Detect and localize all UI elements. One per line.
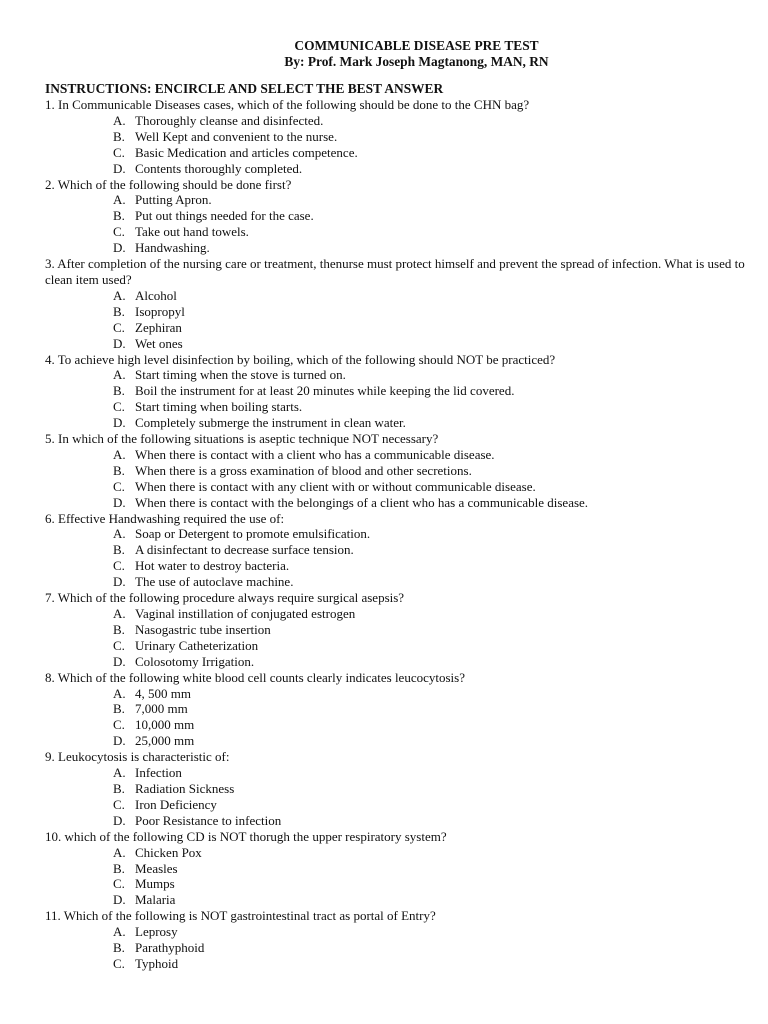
- answer-option: [45, 367, 748, 383]
- option-letter: B.: [113, 128, 125, 144]
- option-letter: D.: [113, 892, 126, 908]
- answer-option: [45, 224, 748, 240]
- option-letter: A.: [113, 526, 126, 542]
- answer-option: [45, 526, 748, 542]
- answer-option: [45, 861, 748, 877]
- option-letter: A.: [113, 606, 126, 621]
- answer-option: [45, 558, 748, 574]
- answer-options: [45, 288, 748, 352]
- option-letter: B.: [113, 208, 125, 224]
- answer-options: [45, 447, 748, 511]
- answer-option: [45, 765, 748, 781]
- answer-option: [45, 622, 748, 638]
- question-block: [45, 670, 748, 750]
- option-letter: C.: [113, 399, 125, 415]
- option-letter: C.: [113, 144, 125, 160]
- option-text: Put out things needed for the case.: [135, 208, 314, 224]
- question-text: 9. Leukocytosis is characteristic of:: [45, 749, 230, 765]
- answer-option: [45, 336, 748, 352]
- option-text: Colosotomy Irrigation.: [135, 653, 255, 669]
- answer-options: [45, 113, 748, 177]
- option-text: Poor Resistance to infection: [135, 812, 282, 828]
- option-text: Urinary Catheterization: [135, 637, 259, 653]
- answer-option: [45, 717, 748, 733]
- document-title: COMMUNICABLE DISEASE PRE TEST: [294, 38, 539, 53]
- option-text: 10,000 mm: [135, 717, 195, 733]
- option-text: Malaria: [135, 892, 176, 908]
- option-letter: D.: [113, 812, 126, 828]
- option-letter: B.: [113, 542, 125, 558]
- question-text: 2. Which of the following should be done first?: [45, 176, 292, 192]
- answer-option: [45, 208, 748, 224]
- question-text: 3. After completion of the nursing care or treatment, thenurse must protect himself and prevent the spread of infection. What is used to clean item used?: [45, 256, 745, 287]
- answer-option: [45, 145, 748, 161]
- question-text: 6. Effective Handwashing required the use of:: [45, 510, 285, 526]
- answer-options: [45, 845, 748, 909]
- question-text: 10. which of the following CD is NOT thorugh the upper respiratory system?: [45, 828, 447, 844]
- option-text: Well Kept and convenient to the nurse.: [135, 128, 338, 144]
- option-letter: C.: [113, 558, 125, 574]
- question-block: [45, 749, 748, 829]
- option-text: Putting Apron.: [135, 192, 212, 208]
- option-text: Isopropyl: [135, 303, 185, 319]
- option-text: Measles: [135, 860, 178, 876]
- answer-option: [45, 924, 748, 940]
- answer-option: [45, 733, 748, 749]
- option-text: Start timing when boiling starts.: [135, 399, 303, 415]
- option-letter: C.: [113, 796, 125, 812]
- option-letter: A.: [113, 112, 126, 128]
- question-text: 5. In which of the following situations is aseptic technique NOT necessary?: [45, 431, 439, 447]
- option-text: Iron Deficiency: [135, 796, 217, 812]
- option-letter: D.: [113, 653, 126, 669]
- option-letter: D.: [113, 415, 126, 431]
- document-author: By: Prof. Mark Joseph Magtanong, MAN, RN: [284, 54, 549, 69]
- option-letter: C.: [113, 319, 125, 335]
- option-text: Parathyphoid: [135, 940, 205, 956]
- answer-options: [45, 765, 748, 829]
- option-letter: B.: [113, 780, 125, 796]
- answer-option: [45, 304, 748, 320]
- option-letter: B.: [113, 860, 125, 876]
- answer-option: [45, 686, 748, 702]
- answer-options: [45, 367, 748, 431]
- option-text: When there is contact with a client who has a communicable disease.: [135, 446, 495, 462]
- question-block: [45, 829, 748, 909]
- option-letter: C.: [113, 955, 125, 971]
- option-text: 25,000 mm: [135, 733, 195, 749]
- question-text: 11. Which of the following is NOT gastrointestinal tract as portal of Entry?: [45, 908, 436, 924]
- option-letter: A.: [113, 685, 126, 701]
- option-text: Start timing when the stove is turned on.: [135, 367, 346, 383]
- answer-option: [45, 495, 748, 511]
- question-block: [45, 431, 748, 511]
- answer-options: [45, 192, 748, 256]
- option-letter: A.: [113, 765, 126, 781]
- answer-option: [45, 797, 748, 813]
- answer-option: [45, 161, 748, 177]
- question-block: [45, 590, 748, 670]
- answer-option: [45, 638, 748, 654]
- option-letter: B.: [113, 462, 125, 478]
- option-letter: B.: [113, 701, 125, 717]
- answer-option: [45, 415, 748, 431]
- option-text: Contents thoroughly completed.: [135, 160, 303, 176]
- option-letter: A.: [113, 924, 126, 940]
- option-text: Thoroughly cleanse and disinfected.: [135, 112, 324, 128]
- question-block: [45, 511, 748, 591]
- question-block: [45, 908, 748, 972]
- option-letter: D.: [113, 733, 126, 749]
- answer-option: [45, 113, 748, 129]
- option-letter: C.: [113, 478, 125, 494]
- answer-option: [45, 383, 748, 399]
- answer-option: [45, 463, 748, 479]
- option-letter: A.: [113, 446, 126, 462]
- option-letter: C.: [113, 717, 125, 733]
- option-text: Boil the instrument for at least 20 minutes while keeping the lid covered.: [135, 383, 515, 399]
- answer-option: [45, 892, 748, 908]
- answer-option: [45, 129, 748, 145]
- question-block: [45, 97, 748, 177]
- answer-option: [45, 240, 748, 256]
- question-text: 4. To achieve high level disinfection by boiling, which of the following should NOT be practiced?: [45, 351, 556, 367]
- answer-option: [45, 654, 748, 670]
- option-text: A disinfectant to decrease surface tension.: [135, 542, 354, 558]
- option-text: Leprosy: [135, 924, 178, 940]
- option-letter: B.: [113, 383, 125, 399]
- option-text: Vaginal instillation of conjugated estrogen: [135, 606, 356, 621]
- option-letter: B.: [113, 621, 125, 637]
- option-text: 7,000 mm: [135, 701, 188, 717]
- question-list: [45, 97, 748, 972]
- answer-option: [45, 288, 748, 304]
- answer-option: [45, 940, 748, 956]
- option-text: Typhoid: [135, 955, 179, 971]
- answer-options: [45, 526, 748, 590]
- answer-option: [45, 845, 748, 861]
- option-text: Radiation Sickness: [135, 780, 235, 796]
- answer-option: [45, 956, 748, 972]
- option-text: Zephiran: [135, 319, 182, 335]
- answer-option: [45, 399, 748, 415]
- answer-options: [45, 686, 748, 750]
- answer-option: [45, 320, 748, 336]
- option-text: Mumps: [135, 876, 175, 892]
- question-block: [45, 256, 748, 351]
- question-text: 7. Which of the following procedure always require surgical asepsis?: [45, 590, 405, 606]
- option-text: Infection: [135, 765, 182, 781]
- question-text: 8. Which of the following white blood cell counts clearly indicates leucocytosis?: [45, 669, 465, 685]
- question-block: [45, 177, 748, 257]
- answer-options: [45, 924, 748, 972]
- option-text: Handwashing.: [135, 240, 210, 256]
- answer-option: [45, 574, 748, 590]
- option-text: Wet ones: [135, 335, 183, 351]
- question-text: 1. In Communicable Diseases cases, which of the following should be done to the CHN bag?: [45, 97, 530, 112]
- option-letter: A.: [113, 844, 126, 860]
- answer-option: [45, 447, 748, 463]
- answer-option: [45, 876, 748, 892]
- instructions: INSTRUCTIONS: ENCIRCLE AND SELECT THE BEST ANSWER: [45, 81, 444, 96]
- option-text: When there is a gross examination of blood and other secretions.: [135, 462, 472, 478]
- question-block: [45, 352, 748, 432]
- option-text: Soap or Detergent to promote emulsification.: [135, 526, 371, 542]
- answer-option: [45, 479, 748, 495]
- option-letter: C.: [113, 876, 125, 892]
- option-letter: A.: [113, 367, 126, 383]
- answer-option: [45, 813, 748, 829]
- option-text: Alcohol: [135, 287, 177, 303]
- answer-option: [45, 542, 748, 558]
- option-text: When there is contact with the belongings of a client who has a communicable disease.: [135, 494, 589, 510]
- answer-option: [45, 192, 748, 208]
- option-text: When there is contact with any client with or without communicable disease.: [135, 478, 536, 494]
- option-letter: D.: [113, 240, 126, 256]
- option-letter: B.: [113, 303, 125, 319]
- option-letter: D.: [113, 574, 126, 590]
- answer-options: [45, 606, 748, 670]
- option-letter: D.: [113, 335, 126, 351]
- option-letter: A.: [113, 192, 126, 208]
- option-text: Chicken Pox: [135, 844, 202, 860]
- option-letter: D.: [113, 160, 126, 176]
- option-text: Take out hand towels.: [135, 224, 249, 240]
- option-letter: D.: [113, 494, 126, 510]
- option-letter: B.: [113, 940, 125, 956]
- option-letter: A.: [113, 287, 126, 303]
- option-text: The use of autoclave machine.: [135, 574, 294, 590]
- option-text: Completely submerge the instrument in clean water.: [135, 415, 406, 431]
- option-text: Nasogastric tube insertion: [135, 621, 271, 637]
- option-letter: C.: [113, 637, 125, 653]
- option-text: 4, 500 mm: [135, 685, 191, 701]
- answer-option: [45, 701, 748, 717]
- answer-option: [45, 781, 748, 797]
- option-letter: C.: [113, 224, 125, 240]
- option-text: Hot water to destroy bacteria.: [135, 558, 290, 574]
- answer-option: [45, 606, 748, 622]
- option-text: Basic Medication and articles competence.: [135, 144, 358, 160]
